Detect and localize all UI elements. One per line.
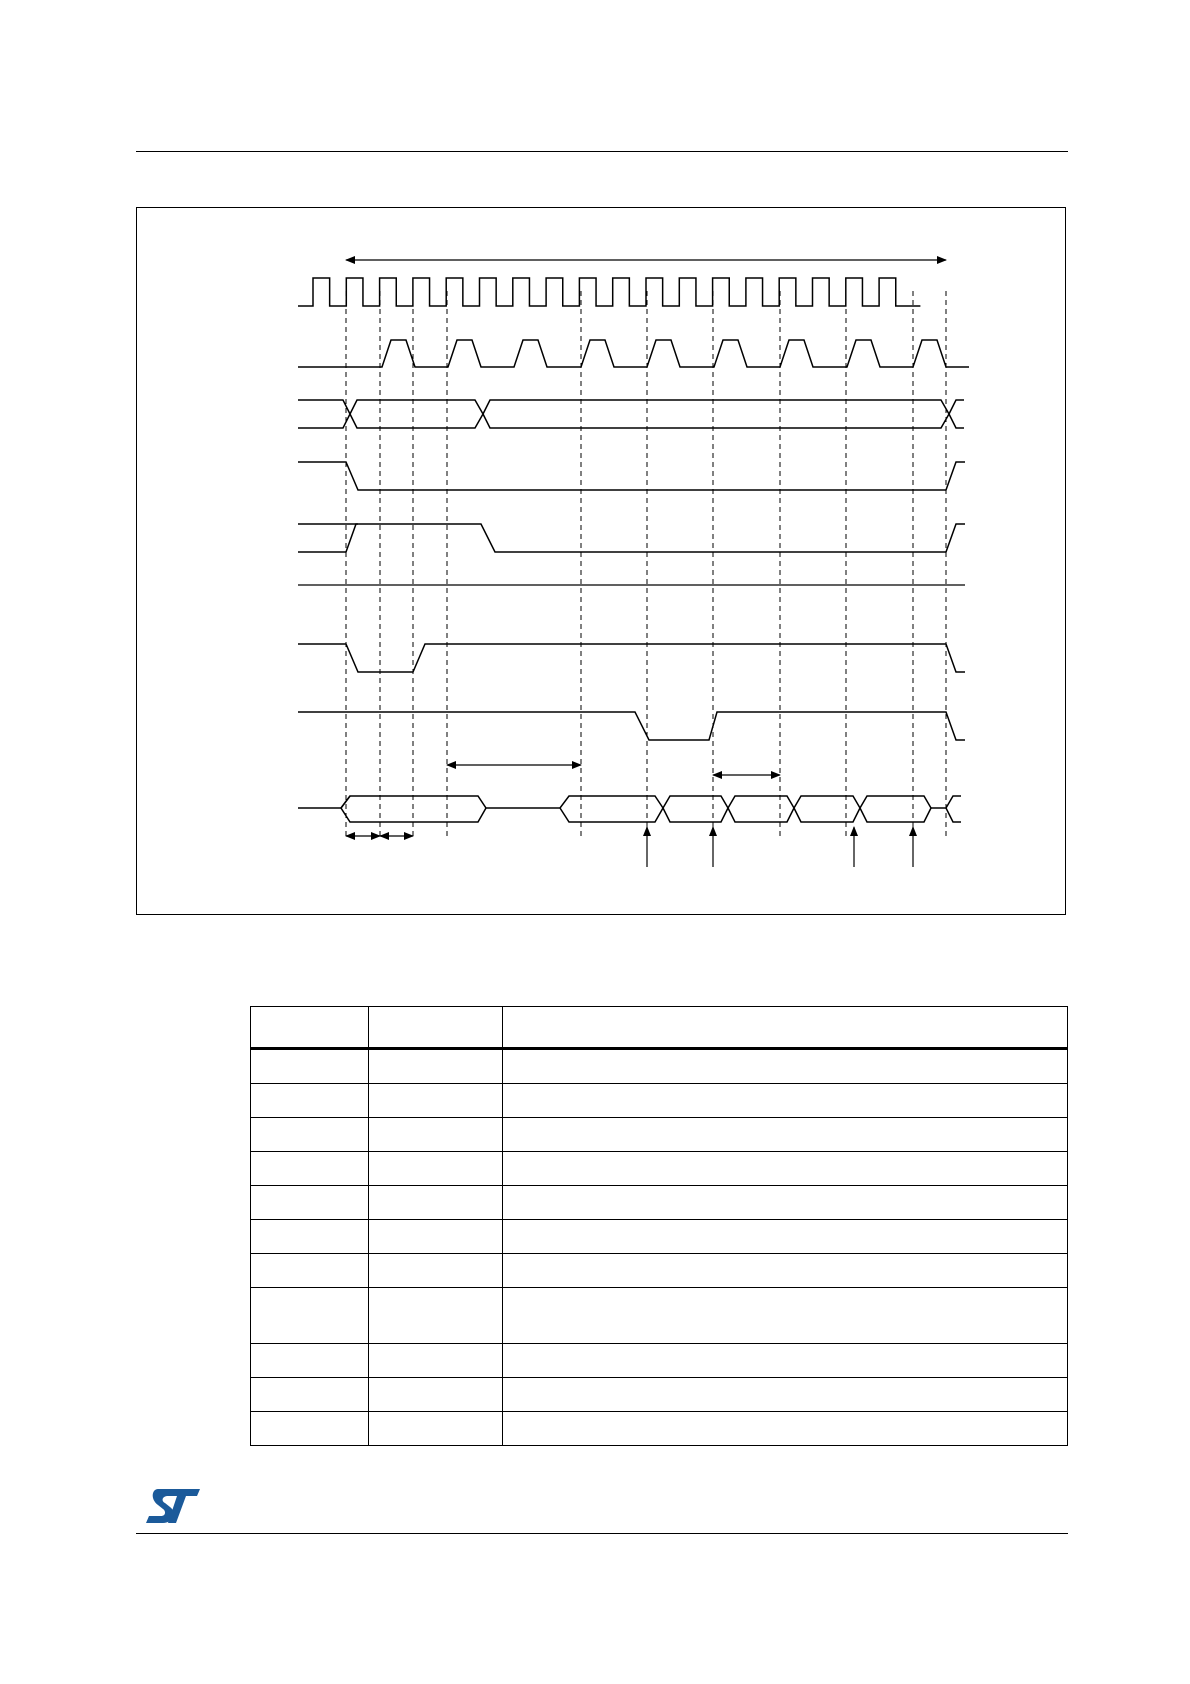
table-row bbox=[251, 1254, 1068, 1288]
table-cell bbox=[251, 1378, 369, 1412]
table-cell bbox=[503, 1049, 1068, 1084]
table-cell bbox=[369, 1186, 503, 1220]
table-cell bbox=[369, 1084, 503, 1118]
table-row bbox=[251, 1118, 1068, 1152]
table-cell bbox=[251, 1344, 369, 1378]
table-cell bbox=[251, 1084, 369, 1118]
table-cell bbox=[251, 1220, 369, 1254]
table-header-parameter bbox=[369, 1007, 503, 1049]
table-cell bbox=[503, 1220, 1068, 1254]
table-row bbox=[251, 1049, 1068, 1084]
ctrl-2-signal bbox=[298, 524, 965, 552]
table-cell bbox=[369, 1118, 503, 1152]
select-signal bbox=[298, 644, 965, 672]
footer-rule bbox=[136, 1533, 1068, 1534]
table-cell bbox=[503, 1288, 1068, 1344]
data-segment-3 bbox=[728, 796, 794, 822]
table-cell bbox=[503, 1254, 1068, 1288]
table-cell bbox=[369, 1378, 503, 1412]
table-row bbox=[251, 1220, 1068, 1254]
bus-a-tail-bottom bbox=[949, 414, 964, 428]
timing-figure bbox=[136, 207, 1066, 915]
table-cell bbox=[369, 1152, 503, 1186]
bus-a-tail-top bbox=[949, 400, 964, 414]
table-cell bbox=[369, 1288, 503, 1344]
bus-a-segment-2 bbox=[483, 400, 949, 428]
table-header-symbol bbox=[251, 1007, 369, 1049]
table-cell bbox=[369, 1049, 503, 1084]
table-row bbox=[251, 1288, 1068, 1344]
ack-signal bbox=[298, 712, 965, 740]
table-cell bbox=[369, 1254, 503, 1288]
ctrl-1-signal bbox=[298, 462, 965, 490]
table-header-row bbox=[251, 1007, 1068, 1049]
table-row bbox=[251, 1084, 1068, 1118]
table-cell bbox=[251, 1152, 369, 1186]
table-row bbox=[251, 1412, 1068, 1446]
parameter-table bbox=[250, 1006, 1068, 1446]
table-row bbox=[251, 1152, 1068, 1186]
table-cell bbox=[251, 1118, 369, 1152]
data-segment-4 bbox=[794, 796, 860, 822]
strobe-signal bbox=[298, 340, 969, 367]
table-cell bbox=[251, 1288, 369, 1344]
table-cell bbox=[503, 1084, 1068, 1118]
table-cell bbox=[369, 1412, 503, 1446]
table-cell bbox=[251, 1049, 369, 1084]
data-segment-2 bbox=[663, 796, 728, 822]
clock-signal bbox=[298, 278, 920, 306]
table-cell bbox=[503, 1378, 1068, 1412]
table-cell bbox=[503, 1152, 1068, 1186]
table-cell bbox=[503, 1186, 1068, 1220]
bus-a-segment-1 bbox=[350, 400, 483, 428]
bus-a-lead bbox=[298, 400, 350, 428]
table-cell bbox=[503, 1344, 1068, 1378]
table-cell bbox=[251, 1412, 369, 1446]
table-cell bbox=[369, 1344, 503, 1378]
table-cell bbox=[369, 1220, 503, 1254]
timing-diagram bbox=[137, 208, 1065, 914]
st-logo bbox=[144, 1487, 204, 1525]
table-cell bbox=[251, 1254, 369, 1288]
table-row bbox=[251, 1344, 1068, 1378]
header-rule bbox=[136, 151, 1068, 152]
table-cell bbox=[503, 1412, 1068, 1446]
data-tail-bottom bbox=[946, 808, 961, 822]
data-segment-5 bbox=[860, 796, 931, 822]
table-row bbox=[251, 1378, 1068, 1412]
table-header-description bbox=[503, 1007, 1068, 1049]
table-row bbox=[251, 1186, 1068, 1220]
table-cell bbox=[251, 1186, 369, 1220]
table-cell bbox=[503, 1118, 1068, 1152]
